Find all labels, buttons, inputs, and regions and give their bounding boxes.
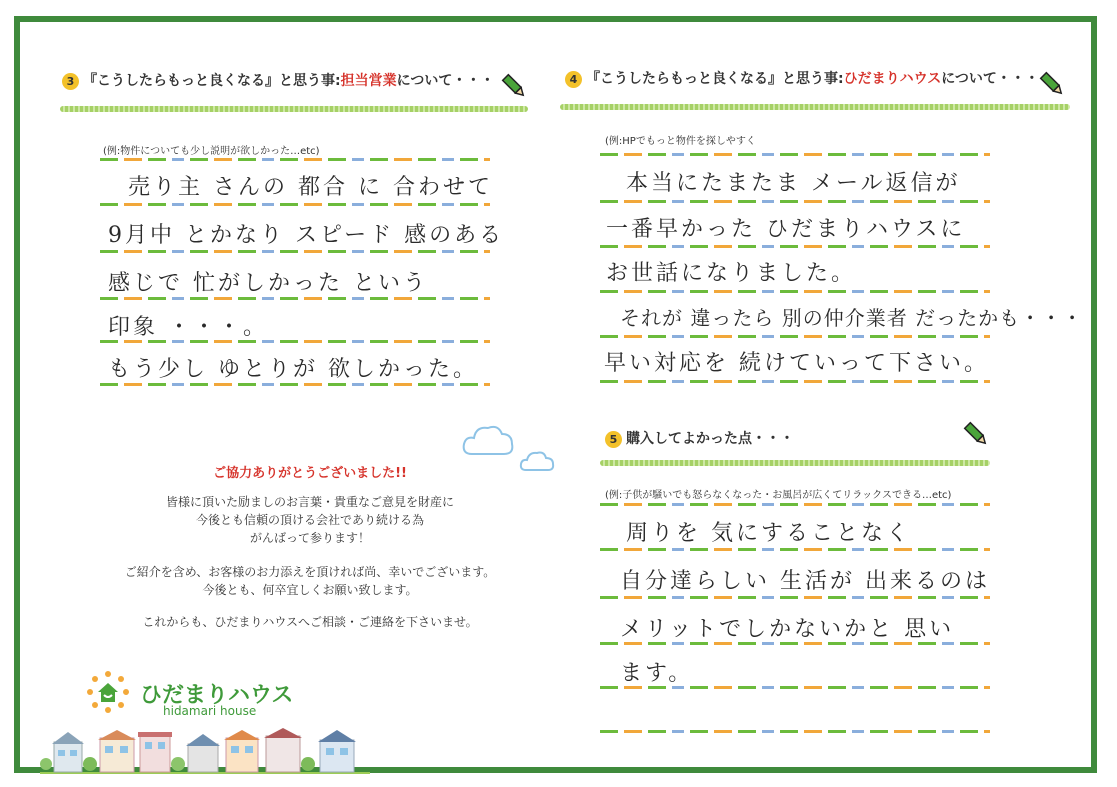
writing-line bbox=[600, 335, 990, 338]
section-number-badge: 5 bbox=[605, 431, 622, 448]
handwritten-line: 9月中 とかなり スピード 感のある bbox=[108, 223, 505, 248]
handwritten-line: それが 違ったら 別の仲介業者 だったかも・・・ bbox=[620, 306, 1084, 330]
heading-underline bbox=[560, 104, 1070, 110]
thanks-text: ご紹介を含め、お客様のお力添えを頂ければ尚、幸いでございます。 bbox=[124, 565, 496, 579]
sun-house-logo-icon bbox=[86, 670, 130, 714]
writing-line bbox=[600, 200, 990, 203]
thanks-text: 今後とも信頼の頂ける会社であり続ける為 bbox=[195, 513, 424, 527]
thanks-title: ご協力ありがとうございました!! bbox=[213, 466, 407, 481]
handwritten-line: もう少し ゆとりが 欲しかった。 bbox=[108, 357, 478, 382]
cloud-icon bbox=[518, 448, 556, 474]
writing-line bbox=[600, 596, 990, 599]
handwritten-line: 早い対応を 続けていって下さい。 bbox=[604, 351, 989, 376]
handwritten-line: 周りを 気にすることなく bbox=[626, 521, 911, 546]
heading-underline bbox=[600, 460, 990, 466]
page-frame bbox=[14, 16, 1097, 773]
writing-line bbox=[600, 153, 990, 156]
pencil-icon bbox=[500, 72, 528, 100]
thanks-text: 皆様に頂いた励ましのお言葉・貴重なご意見を財産に bbox=[165, 495, 454, 509]
pencil-icon bbox=[962, 420, 990, 448]
writing-line bbox=[100, 340, 490, 343]
section-number-badge: 3 bbox=[62, 73, 79, 90]
writing-line bbox=[100, 297, 490, 300]
writing-line bbox=[100, 158, 490, 161]
cloud-icon bbox=[460, 420, 516, 460]
writing-line bbox=[100, 383, 490, 386]
handwritten-line: 一番早かった ひだまりハウスに bbox=[606, 217, 966, 242]
townscape-illustration bbox=[40, 728, 370, 774]
writing-line bbox=[600, 245, 990, 248]
section-4-heading: 4 『こうしたらもっと良くなる』と思う事:ひだまりハウスについて・・・ bbox=[565, 68, 1039, 88]
heading-underline bbox=[60, 106, 528, 112]
writing-line bbox=[100, 203, 490, 206]
thanks-text: これからも、ひだまりハウスへご相談・ご連絡を下さいませ。 bbox=[142, 615, 478, 629]
section-5-example: (例:子供が騒いでも怒らなくなった・お風呂が広くてリラックスできる…etc) bbox=[605, 490, 952, 501]
handwritten-line: 感じで 忙がしかった という bbox=[108, 271, 428, 296]
section-3-example: (例:物件についても少し説明が欲しかった…etc) bbox=[103, 146, 320, 157]
section-5-heading: 5 購入してよかった点・・・ bbox=[605, 428, 794, 448]
thanks-text: 今後とも、何卒宜しくお願い致します。 bbox=[202, 583, 418, 597]
handwritten-line: 売り主 さんの 都合 に 合わせて bbox=[128, 175, 493, 200]
section-4-example: (例:HPでもっと物件を探しやすく bbox=[605, 136, 756, 147]
writing-line bbox=[600, 290, 990, 293]
section-number-badge: 4 bbox=[565, 71, 582, 88]
writing-line bbox=[600, 503, 990, 506]
writing-line bbox=[600, 686, 990, 689]
company-logo-romaji: hidamari house bbox=[163, 704, 257, 718]
handwritten-line: お世話になりました。 bbox=[606, 261, 857, 286]
handwritten-line: メリットでしかないかと 思い bbox=[620, 617, 955, 642]
thanks-text: がんばって参ります！ bbox=[249, 531, 370, 545]
writing-line bbox=[600, 730, 990, 733]
handwritten-line: ます。 bbox=[620, 661, 694, 686]
handwritten-line: 印象 ・・・。 bbox=[108, 315, 268, 340]
section-3-heading: 3 『こうしたらもっと良くなる』と思う事:担当営業について・・・ bbox=[62, 70, 494, 90]
writing-line bbox=[600, 642, 990, 645]
writing-line bbox=[600, 380, 990, 383]
company-logo-name: ひだまりハウス bbox=[140, 683, 294, 708]
handwritten-line: 自分達らしい 生活が 出来るのは bbox=[620, 569, 990, 594]
writing-line bbox=[100, 250, 490, 253]
writing-line bbox=[600, 548, 990, 551]
pencil-icon bbox=[1038, 70, 1066, 98]
handwritten-line: 本当にたまたま メール返信が bbox=[626, 171, 961, 196]
